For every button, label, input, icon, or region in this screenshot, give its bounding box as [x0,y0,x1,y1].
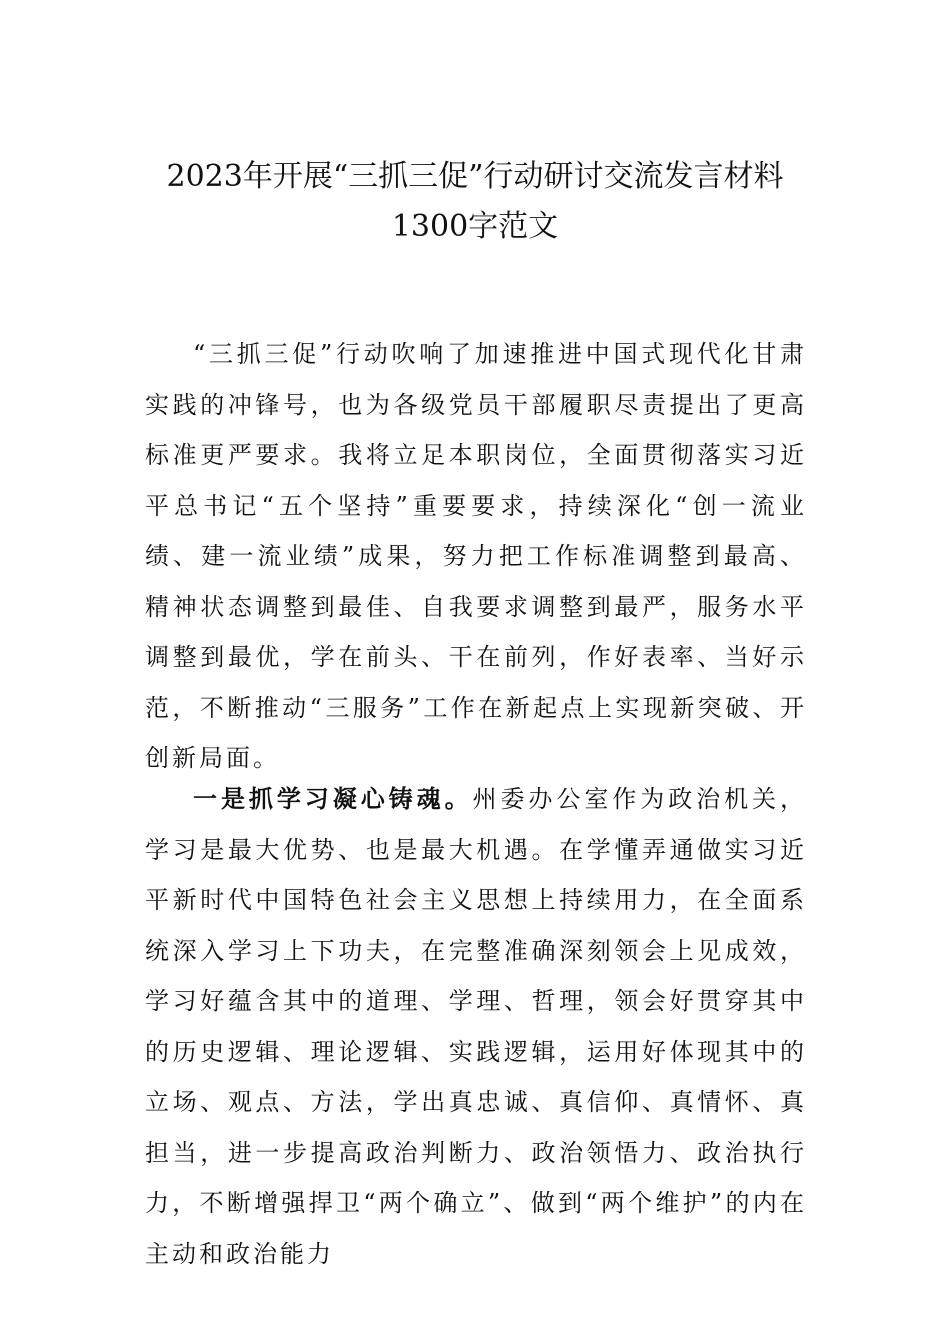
document-title: 2023年开展“三抓三促”行动研讨交流发言材料1300字范文 [166,159,784,244]
paragraph-study-lead: 一是抓学习凝心铸魂。 [193,784,473,813]
paragraph-study [145,774,807,1279]
paragraph-intro-text: “三抓三促”行动吹响了加速推进中国式现代化甘肃实践的冲锋号，也为各级党员干部履职尽责提出了更高标准更严要求。我将立足本职岗位，全面贯彻落实习近平总书记“五个坚持”重要要求，持续深化“创一流业绩、建一流业绩”成果，努力把工作标准调整到最高、精神状态调整到最佳、自我要求调整到最严，服务水平调整到最优，学在前头、干在前列，作好表率、当好示范，不断推动“三服务”工作在新起点上实现新突破、开创新局面。 [145,340,807,772]
paragraph-intro [145,329,807,784]
paragraph-study-text: 州委办公室作为政治机关，学习是最大优势、也是最大机遇。在学懂弄通做实习近平新时代中国特色社会主义思想上持续用力，在全面系统深入学习上下功夫，在完整准确深刻领会上见成效，学习好蕴含其中的道理、学理、哲理，领会好贯穿其中的历史逻辑、理论逻辑、实践逻辑，运用好体现其中的立场、观点、方法，学出真忠诚、真信仰、真情怀、真担当，进一步提高政治判断力、政治领悟力、政治执行力，不断增强捍卫“两个确立”、做到“两个维护”的内在主动和政治能力 [145,785,808,1268]
